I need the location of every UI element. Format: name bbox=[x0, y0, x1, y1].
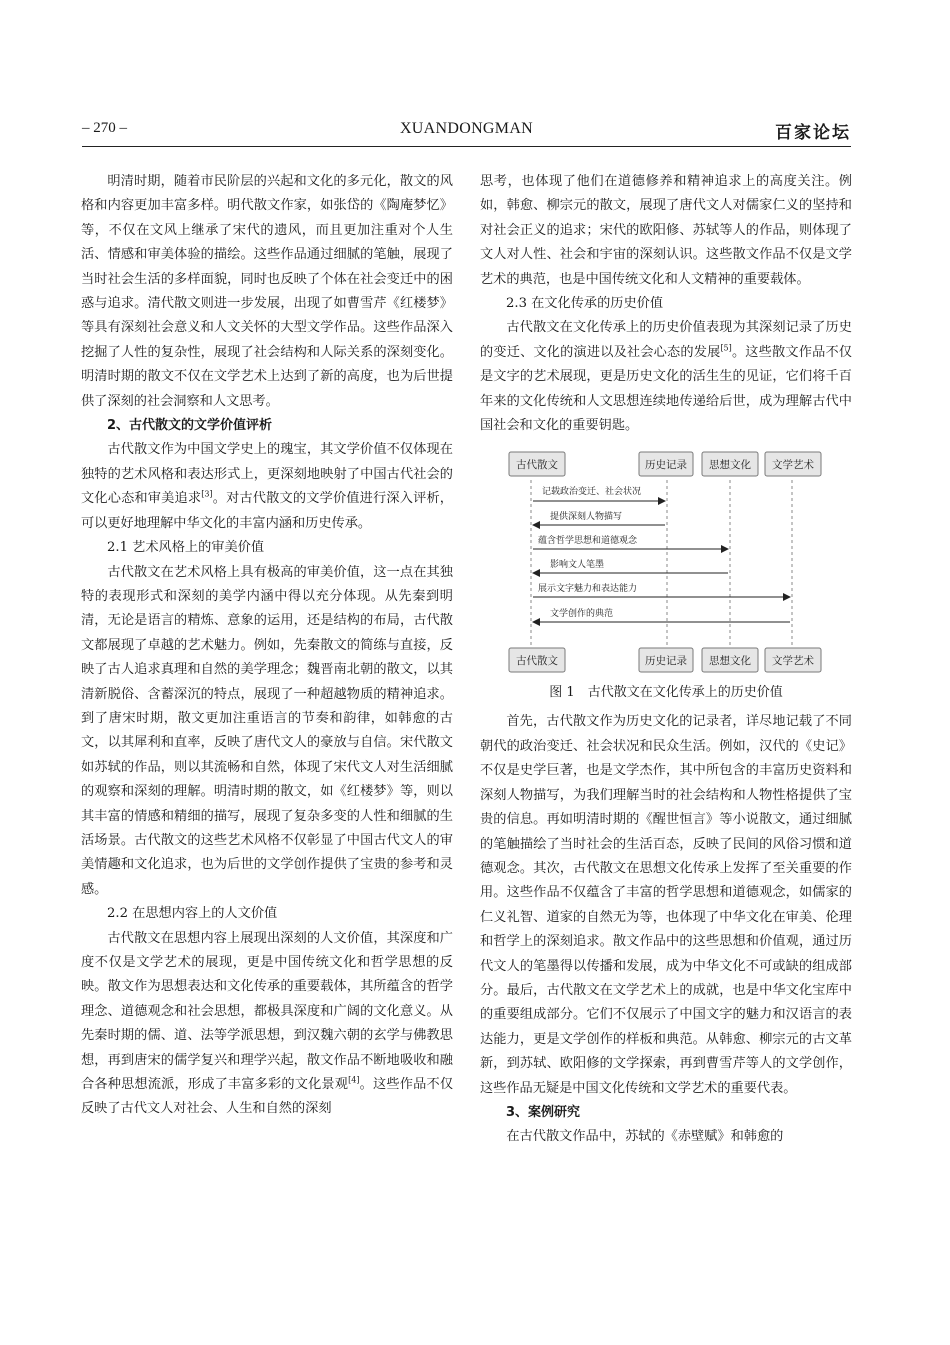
section-title: 百家论坛 bbox=[775, 123, 851, 143]
page-number: – 270 – bbox=[82, 120, 127, 136]
actor-bottom-thought bbox=[702, 648, 758, 672]
sequence-diagram bbox=[480, 446, 852, 678]
paragraph-ming-qing: 明清时期，随着市民阶层的兴起和文化的多元化，散文的风格和内容更加丰富多样。明代散文作家，如张岱的《陶庵梦忆》等，不仅在文风上继承了宋代的遗风，而且更加注重对个人生活、情感和审美体验的描绘。这些作品通过细腻的笔触，展现了当时社会生活的多样面貌，同时也反映了个体在社会变迁中的困惑与追求。清代散文则进一步发展，出现了如曹雪芹《红楼梦》等具有深刻社会意义和人文关怀的大型文学作品。这些作品深入挖掘了人性的复杂性，展现了社会结构和人际关系的深刻变化。明清时期的散文不仅在文学艺术上达到了新的高度，也为后世提供了深刻的社会洞察和人文思考。 bbox=[81, 174, 453, 409]
svg-text:历史记录: 历史记录 bbox=[645, 655, 687, 668]
paragraph-literary-intro: 古代散文作为中国文学史上的瑰宝，其文学价值不仅体现在独特的艺术风格和表达形式上，更深刻地映射了中国古代社会的文化心态和审美追求[3]。对古代散文的文学价值进行深入评析，可以更好地理解中华文化的丰富内涵和历史传承。 bbox=[81, 442, 453, 531]
svg-text:提供深刻人物描写: 提供深刻人物描写 bbox=[550, 512, 623, 523]
svg-text:文学艺术: 文学艺术 bbox=[772, 459, 814, 472]
message-3 bbox=[533, 534, 728, 549]
heading-case-study: 3、案例研究 bbox=[506, 1104, 581, 1120]
actor-bottom-ancient-prose bbox=[509, 648, 565, 672]
svg-text:文学艺术: 文学艺术 bbox=[772, 655, 814, 668]
paragraph-humanistic: 古代散文在思想内容上展现出深刻的人文价值，其深度和广度不仅是文学艺术的展现，更是中国传统文化和哲学思想的反映。散文作为思想表达和文化传承的重要载体，其所蕴含的哲学理念、道德观念和社会思想，都极具深度和广阔的文化意义。从先秦时期的儒、道、法等学派思想，到汉魏六朝的玄学与佛教思想，再到唐宋的儒学复兴和理学兴起，散文作品不断地吸收和融合各种思想流派，形成了丰富多彩的文化景观[4]。这些作品不仅反映了古代文人对社会、人生和自然的深刻 bbox=[81, 930, 454, 1117]
citation-3[interactable]: [3] bbox=[201, 489, 213, 499]
actor-bottom-history bbox=[639, 648, 693, 672]
journal-title: XUANDONGMAN bbox=[399, 120, 534, 137]
actor-bottom-literature bbox=[765, 648, 821, 672]
svg-text:古代散文: 古代散文 bbox=[516, 655, 558, 668]
heading-historical-value: 2.3 在文化传承的历史价值 bbox=[506, 296, 664, 312]
svg-text:思想文化: 思想文化 bbox=[709, 655, 751, 668]
svg-text:蕴含哲学思想和道德观念: 蕴含哲学思想和道德观念 bbox=[538, 536, 638, 547]
right-column bbox=[480, 170, 852, 1150]
left-column bbox=[81, 170, 453, 1122]
message-1 bbox=[533, 485, 665, 501]
message-6 bbox=[533, 607, 790, 622]
message-2 bbox=[533, 510, 665, 525]
actor-top-ancient-prose bbox=[509, 452, 565, 476]
paragraph-historical-intro: 古代散文在文化传承上的历史价值表现为其深刻记录了历史的变迁、文化的演进以及社会心态的发展[5]。这些散文作品不仅是文字的艺术展现，更是历史文化的活生生的见证，它们将千百年来的文化传统和人文思想连续地传递给后世，成为理解古代中国社会和文化的重要钥匙。 bbox=[480, 320, 852, 434]
paragraph-first-second-finally: 首先，古代散文作为历史文化的记录者，详尽地记载了不同朝代的政治变迁、社会状况和民众生活。例如，汉代的《史记》不仅是史学巨著，也是文学杰作，其中所包含的丰富历史资料和深刻人物描写，为我们理解当时的社会结构和人物性格提供了宝贵的信息。再如明清时期的《醒世恒言》等小说散文，通过细腻的笔触描绘了当时社会的生活百态，反映了民间的风俗习惯和道德观念。其次，古代散文在思想文化传承上发挥了至关重要的作用。这些作品不仅蕴含了丰富的哲学思想和道德观念，如儒家的仁义礼智、道家的自然无为等，也体现了中华文化在审美、伦理和哲学上的深刻追求。散文作品中的这些思想和价值观，通过历代文人的笔墨得以传播和发展，成为中华文化不可或缺的组成部分。最后，古代散文在文学艺术上的成就，也是中华文化宝库中的重要组成部分。它们不仅展示了中国文字的魅力和汉语言的表达能力，更是文学创作的样板和典范。从韩愈、柳宗元的古文革新，到苏轼、欧阳修的文学探索，再到曹雪芹等人的文学创作，这些作品无疑是中国文化传统和文学艺术的重要代表。 bbox=[480, 714, 852, 1096]
svg-text:历史记录: 历史记录 bbox=[645, 459, 687, 472]
actor-top-thought bbox=[702, 452, 758, 476]
actor-top-literature bbox=[765, 452, 821, 476]
citation-5[interactable]: [5] bbox=[720, 343, 732, 353]
citation-4[interactable]: [4] bbox=[348, 1075, 360, 1085]
paragraph-case-study: 在古代散文作品中，苏轼的《赤壁赋》和韩愈的 bbox=[506, 1129, 784, 1145]
message-4 bbox=[533, 558, 728, 573]
heading-literary-value: 2、古代散文的文学价值评析 bbox=[107, 418, 273, 434]
sequence-diagram-figure bbox=[480, 446, 852, 678]
svg-text:记载政治变迁、社会状况: 记载政治变迁、社会状况 bbox=[542, 487, 642, 498]
paragraph-humanistic-cont: 思考，也体现了他们在道德修养和精神追求上的高度关注。例如，韩愈、柳宗元的散文，展现了唐代文人对儒家仁义的坚持和对社会正义的追求；宋代的欧阳修、苏轼等人的作品，则体现了文人对人性、社会和宇宙的深刻认识。这些散文作品不仅是文学艺术的典范，也是中国传统文化和人文精神的重要载体。 bbox=[480, 174, 852, 287]
svg-text:文学创作的典范: 文学创作的典范 bbox=[550, 609, 614, 620]
page-header bbox=[82, 118, 851, 147]
figure-caption: 图 1 古代散文在文化传承上的历史价值 bbox=[549, 685, 783, 701]
paragraph-aesthetic: 古代散文在艺术风格上具有极高的审美价值，这一点在其独特的表现形式和深刻的美学内涵中得以充分体现。从先秦到明清，无论是语言的精炼、意象的运用，还是结构的布局，古代散文都展现了卓越的艺术魅力。例如，先秦散文的简练与直接，反映了古人追求真理和自然的美学理念；魏晋南北朝的散文，以其清新脱俗、含蓄深沉的特点，展现了一种超越物质的精神追求。到了唐宋时期，散文更加注重语言的节奏和韵律，如韩愈的古文，以其犀利和直率，反映了唐代文人的豪放与自信。宋代散文如苏轼的作品，则以其流畅和自然，体现了宋代文人对生活细腻的观察和深刻的理解。明清时期的散文，如《红楼梦》等，则以其丰富的情感和精细的描写，展现了复杂多变的人性和细腻的生活场景。古代散文的这些艺术风格不仅彰显了中国古代文人的审美情趣和文化追求，也为后世的文学创作提供了宝贵的参考和灵感。 bbox=[81, 564, 453, 897]
svg-text:影响文人笔墨: 影响文人笔墨 bbox=[550, 560, 605, 571]
svg-text:展示文字魅力和表达能力: 展示文字魅力和表达能力 bbox=[538, 584, 638, 595]
message-5 bbox=[533, 582, 790, 597]
heading-humanistic-value: 2.2 在思想内容上的人文价值 bbox=[107, 906, 278, 922]
actor-top-history bbox=[639, 452, 693, 476]
svg-text:古代散文: 古代散文 bbox=[516, 459, 558, 472]
svg-text:思想文化: 思想文化 bbox=[709, 459, 751, 472]
heading-aesthetic-value: 2.1 艺术风格上的审美价值 bbox=[107, 540, 265, 556]
